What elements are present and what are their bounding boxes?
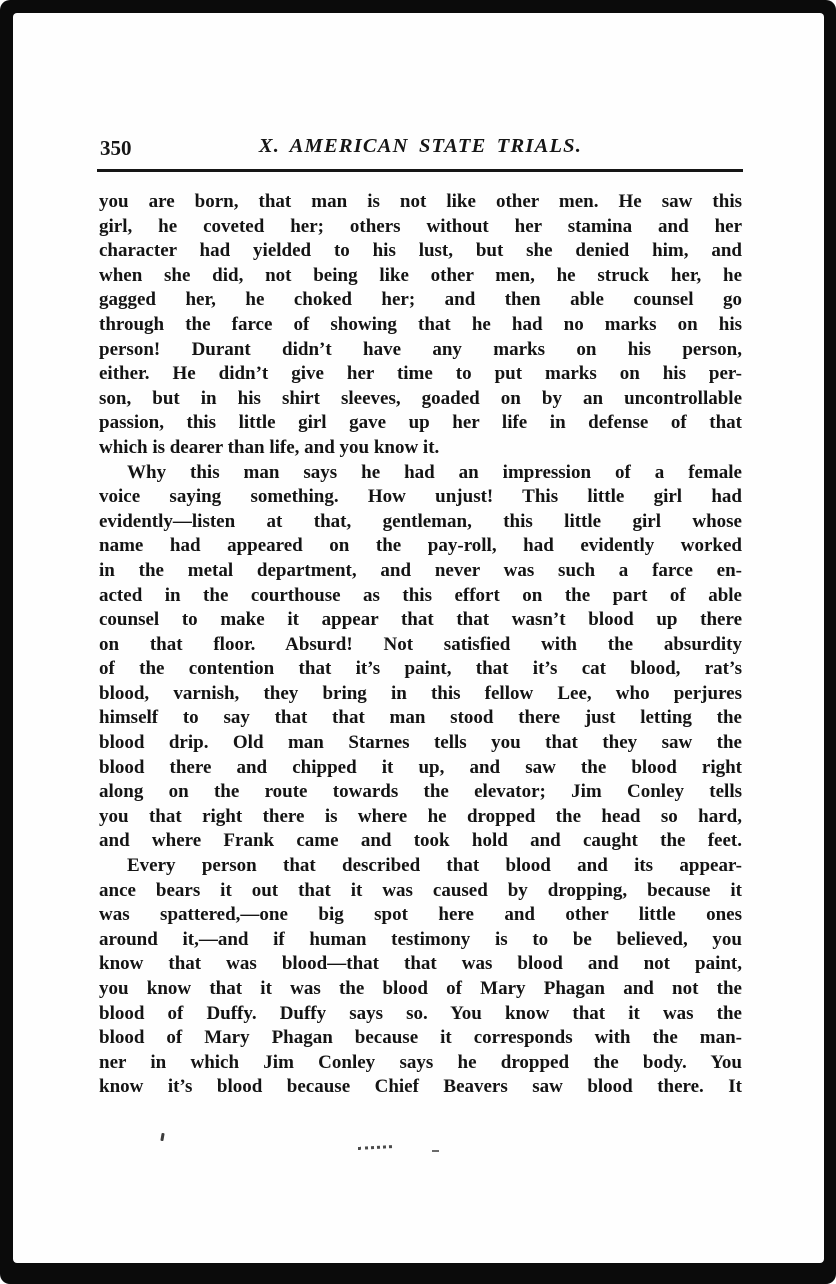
text-line: through the farce of showing that he had no marks on his: [99, 313, 742, 335]
text-line: blood of Duffy. Duffy says so. You know that it was the: [99, 1002, 742, 1024]
text-line: person! Durant didn’t have any marks on his person,: [99, 338, 742, 360]
text-line: on that floor. Absurd! Not satisfied with the absurdity: [99, 633, 742, 655]
text-line: passion, this little girl gave up her life in defense of that: [99, 412, 742, 434]
text-line: Every person that described that blood and its appear-: [127, 855, 742, 877]
text-line: son, but in his shirt sleeves, goaded on by an uncontrollable: [99, 387, 742, 409]
text-line: ance bears it out that it was caused by dropping, because it: [99, 879, 742, 901]
text-line: voice saying something. How unjust! This little girl had: [99, 486, 742, 508]
header-rule: [97, 169, 743, 172]
text-line: counsel to make it appear that that wasn’t blood up there: [99, 609, 742, 631]
text-line: know that was blood—that that was blood and not paint,: [99, 953, 742, 975]
text-line: gagged her, he choked her; and then able counsel go: [99, 289, 742, 311]
page-number: 350: [100, 136, 132, 160]
text-line: along on the route towards the elevator; Jim Conley tells: [99, 781, 742, 803]
text-block: [99, 190, 742, 1100]
text-line: blood there and chipped it up, and saw the blood right: [99, 756, 742, 778]
text-line: and where Frank came and took hold and caught the feet.: [99, 830, 742, 852]
text-line: you are born, that man is not like other men. He saw this: [99, 191, 742, 212]
text-line: which is dearer than life, and you know it.: [99, 436, 440, 458]
text-line: blood drip. Old man Starnes tells you that they saw the: [99, 732, 742, 754]
text-line: of the contention that it’s paint, that it’s cat blood, rat’s: [99, 658, 742, 680]
text-line: acted in the courthouse as this effort on the part of able: [99, 584, 742, 606]
text-line: either. He didn’t give her time to put marks on his per-: [99, 363, 742, 385]
scan-artifact-dash: [432, 1150, 439, 1152]
text-line: himself to say that that man stood there just letting the: [99, 707, 742, 729]
text-line: when she did, not being like other men, he struck her, he: [99, 264, 742, 286]
text-line: Why this man says he had an impression of a female: [127, 461, 742, 483]
text-line: blood, varnish, they bring in this fellow Lee, who perjures: [99, 682, 742, 704]
text-line: blood of Mary Phagan because it corresponds with the man-: [99, 1027, 742, 1049]
text-line: evidently—listen at that, gentleman, this little girl whose: [99, 510, 742, 532]
text-line: character had yielded to his lust, but she denied him, and: [99, 240, 742, 262]
text-line: was spattered,—one big spot here and other little ones: [99, 904, 742, 926]
text-line: you that right there is where he dropped the head so hard,: [99, 805, 742, 827]
text-line: ner in which Jim Conley says he dropped the body. You: [99, 1051, 742, 1073]
running-head-title: X. AMERICAN STATE TRIALS.: [258, 135, 583, 157]
text-line: girl, he coveted her; others without her stamina and her: [99, 215, 742, 237]
text-line: in the metal department, and never was such a farce en-: [99, 559, 742, 581]
text-line: you know that it was the blood of Mary Phagan and not the: [99, 978, 742, 999]
text-line: name had appeared on the pay-roll, had evidently worked: [99, 535, 742, 557]
text-line: around it,—and if human testimony is to be believed, you: [99, 928, 742, 950]
text-line: know it’s blood because Chief Beavers saw blood there. It: [99, 1076, 742, 1098]
